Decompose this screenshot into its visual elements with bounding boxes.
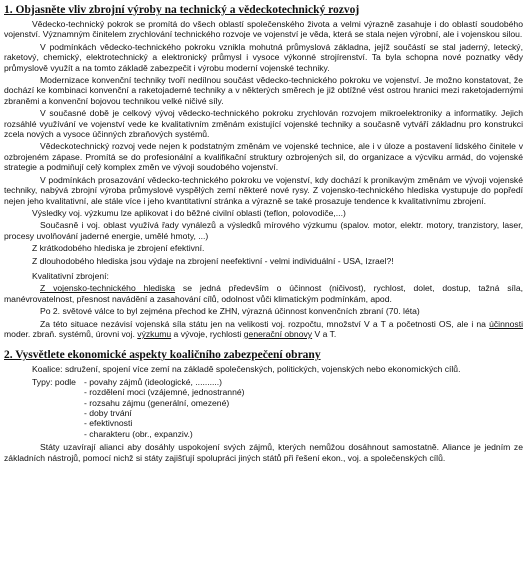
paragraph-14-b: moder. zbraň. systémů, úrovni voj. — [4, 328, 138, 339]
heading-question-1: 1. Objasněte vliv zbrojní výroby na technický a vědeckotechnický rozvoj — [4, 4, 360, 16]
paragraph-14 — [4, 319, 523, 340]
typy-item: - doby trvání — [84, 408, 132, 418]
heading-question-2: 2. Vysvětlete ekonomické aspekty koaličního zabezpečení obrany — [4, 349, 321, 362]
paragraph-12-rest: se jedná především o účinnost (ničivost), rychlost, dolet, dostup, tažná síla, manévrovatelnost, přesnost navádění a zasahování cílů, odolnost vůči klimatickým podmínkám, apod. — [4, 283, 523, 304]
paragraph-11: Kvalitativní zbrojení: — [32, 270, 109, 281]
typy-block — [4, 377, 523, 439]
paragraph-5: Vědeckotechnický rozvoj vede nejen k podstatným změnám ve vojenské technice, ale i v úloze a postavení lidského činitele v ozbrojeném zápase. Promítá se do profesionální a kvalifikační struktury ozbrojených sil, do organizace a výcviku armád, do vojenské strategie a podmiňují celý komplex změn ve vývoji soudobého vojenství. — [4, 141, 523, 173]
paragraph-13: Po 2. světové válce to byl zejména přechod ke ZHN, výrazná účinnost konvenčních zbraní (70. léta) — [40, 306, 420, 317]
paragraph-14-a: Za této situace nezávisí vojenská síla státu jen na velikosti voj. rozpočtu, množství V a T a početnosti OS, ale i na — [40, 318, 490, 329]
paragraph-1: Vědecko-technický pokrok se promítá do všech oblastí společenského života a velmi výrazně zasahuje i do oblastí soudobého vojenství. Významným činitelem zrychlování technického rozvoje ve vojenství je věda, která se stala nejen výrobní, ale i vojenskou silou. — [4, 19, 523, 40]
underlined-generacni-obnovy: generační obnovy — [243, 328, 313, 339]
typy-item: - povahy zájmů (ideologické, ..........) — [84, 376, 223, 387]
typy-item: - rozdělení moci (vzájemné, jednostranné) — [84, 387, 245, 398]
typy-label: Typy: podle — [32, 376, 76, 387]
paragraph-3: Modernizace konvenční techniky tvoří nedílnou součást vědecko-technického pokroku ve vojenství. Je možno konstatovat, že dochází ke kombinaci konvenční a raketojaderné techniky a v některých směrech je již obtížné vést ostrou hranici mezi raketojadernými zbraněmi a konvenční bojovou technikou velké ničivé síly. — [4, 75, 523, 106]
paragraph-14-d: V a T. — [312, 328, 337, 339]
underlined-vyzkumu: výzkumu — [137, 328, 172, 339]
paragraph-8: Současně i voj. oblast využívá řady vynálezů a výsledků mírového výzkumu (spalov. motor, elektr. motory, tranzistory, laser, procesy uvolňování jaderné energie, umělé hmoty, ...) — [4, 220, 523, 241]
paragraph-4: V současné době je celkový vývoj vědecko-technického pokroku zrychlován rozvojem mikroelektroniky a informatiky. Jejich rozsáhlé využívání ve vojenství vede ke kvalitativním změnám existující vojenské techniky a současně vytváří základnu pro konstrukci zcela nových a vysoce účinných zbraňových systémů. — [4, 108, 523, 140]
paragraph-9: Z krátkodobého hlediska je zbrojení efektivní. — [32, 243, 205, 254]
underlined-ucinnosti: účinnosti — [489, 318, 523, 329]
paragraph-aliance: Státy uzavírají alianci aby dosáhly uspokojení svých zájmů, kterých nemůžou dosáhnout samostatně. Aliance je jedním ze základních nástrojů, pomocí nichž si státy zajišťují spolupráci jiných států při řešení ekon., voj. a společenských cílů. — [4, 442, 523, 463]
paragraph-14-c: a vývoje, rychlosti — [171, 328, 244, 339]
typy-item: - rozsahu zájmu (generální, omezené) — [84, 397, 230, 408]
paragraph-10: Z dlouhodobého hlediska jsou výdaje na zbrojení neefektivní - velmi individuální - USA, Izrael?! — [32, 255, 394, 266]
underlined-phrase: Z vojensko-technického hlediska — [40, 283, 176, 294]
typy-item: - charakteru (obr., expanziv.) — [84, 428, 193, 439]
koalice-definition: Koalice: sdružení, spojení více zemí na základě společenských, politických, vojenských nebo ekonomických cílů. — [32, 364, 461, 375]
document-page — [0, 4, 527, 564]
paragraph-6: V podmínkách prosazování vědecko-technického pokroku ve vojenství, kdy dochází k pronikavým změnám ve vývoji vojenské techniky, nabývá zbrojní výroba průmyslové vyspělých zemí některé nové rysy. Z vojensko-technického hlediska vystupuje do popředí nejen jeho kvalitativní, ale stále více i jeho kvantitativní stránka a výrazně se také prosazuje tendence k kvalitativnímu zbrojení. — [4, 174, 523, 206]
paragraph-2: V podmínkách vědecko-technického pokroku vznikla mohutná průmyslová základna, jejíž součástí se stal jaderný, letecký, raketový, chemický, elektrotechnický a elektronický průmysl i vysoce výkonné strojírenství. Ta byla schopna nové poznatky vědy průmyslově využít a na tomto základě zabezpečit i výrobu moderní vojenské techniky. — [4, 41, 523, 73]
paragraph-7: Výsledky voj. výzkumu lze aplikovat i do běžné civilní oblasti (teflon, polovodiče,...) — [32, 207, 346, 218]
typy-list — [84, 377, 245, 439]
typy-item: - efektivnosti — [84, 418, 133, 429]
paragraph-12 — [4, 283, 523, 304]
